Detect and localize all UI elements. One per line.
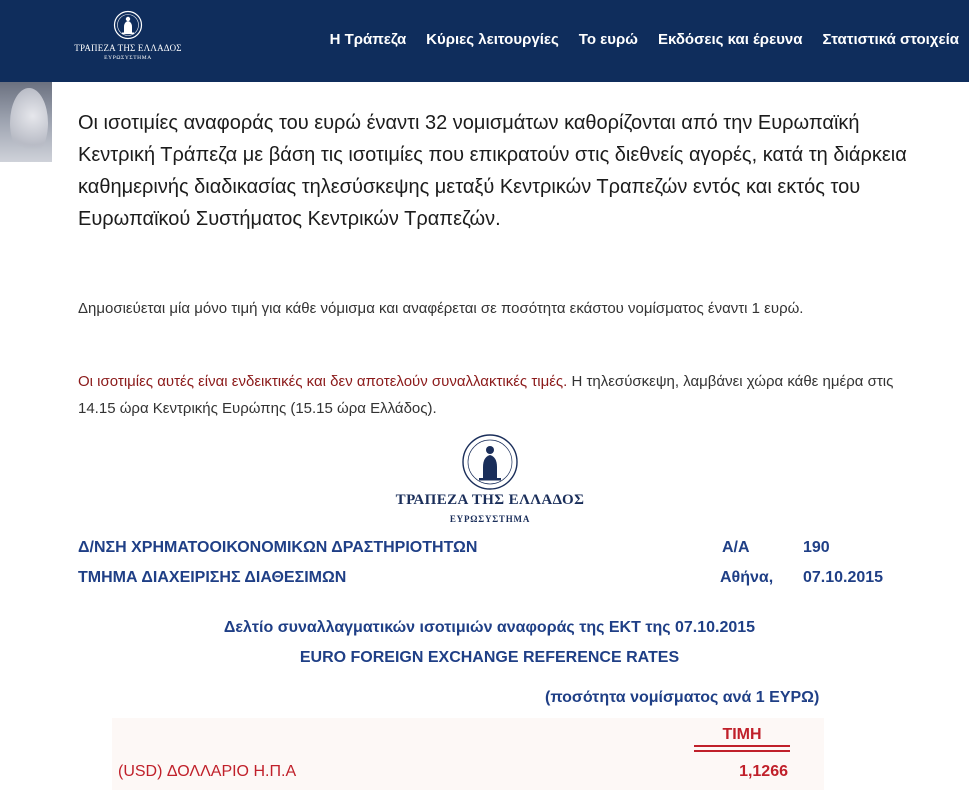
nav-item-statistics[interactable]: Στατιστικά στοιχεία [822, 31, 959, 48]
bulletin-title: Δελτίο συναλλαγματικών ισοτιμιών αναφοράς της ΕΚΤ της 07.10.2015 [223, 619, 756, 636]
lead-paragraph: Οι ισοτιμίες αναφοράς του ευρώ έναντι 32 νομισμάτων καθορίζονται από την Ευρωπαϊκή Κεντρική Τράπεζα με βάση τις ισοτιμίες που επικρατούν στις διεθνείς αγορές, κατά τη διάρκεια καθημερινής διαδικασίας τηλεσύσκεψης μεταξύ Κεντρικών Τραπεζών εντός και εκτός του Ευρωπαϊκού Συστήματος Κεντρικών Τραπεζών. [78, 112, 907, 230]
bulletin-subtitle: EURO FOREIGN EXCHANGE REFERENCE RATES [299, 649, 680, 666]
disclaimer-highlight: Οι ισοτιμίες αυτές είναι ενδεικτικές και δεν αποτελούν συναλλακτικές τιμές. [78, 373, 568, 390]
header-double-underline [694, 750, 790, 752]
nav-item-main-functions[interactable]: Κύριες λειτουργίες [426, 31, 559, 48]
info-paragraph: Δημοσιεύεται μία μόνο τιμή για κάθε νόμισμα και αναφέρεται σε ποσότητα εκάστου νομίσματος έναντι 1 ευρώ. [78, 300, 804, 317]
bank-seal-icon [113, 10, 143, 40]
bank-logo[interactable] [72, 10, 184, 72]
nav-item-bank[interactable]: Η Τράπεζα [329, 31, 407, 48]
rates-bulletin-image [0, 430, 969, 790]
document-seal-icon [457, 432, 523, 492]
logo-subtitle: ΕΥΡΩΣΥΣΤΗΜΑ [104, 55, 152, 61]
bulletin-date: 07.10.2015 [803, 569, 884, 586]
price-column-header: ΤΙΜΗ [722, 726, 762, 743]
header-underline [694, 745, 790, 747]
disclaimer-rest: Η τηλεσύσκεψη, λαμβάνει χώρα κάθε ημέρα στις 14.15 ώρα Κεντρικής Ευρώπης (15.15 ώρα Ελλάδος). [78, 373, 894, 417]
site-header [0, 0, 969, 82]
document-bank-name: ΤΡΑΠΕΖΑ ΤΗΣ ΕΛΛΑΔΟΣ [395, 492, 585, 508]
disclaimer-paragraph [78, 368, 928, 422]
nav-item-publications[interactable]: Εκδόσεις και έρευνα [657, 31, 803, 48]
section-label: ΤΜΗΜΑ ΔΙΑΧΕΙΡΙΣΗΣ ΔΙΑΘΕΣΙΜΩΝ [78, 569, 347, 586]
quantity-note: (ποσότητα νομίσματος ανά 1 ΕΥΡΩ) [545, 689, 820, 706]
serial-value: 190 [803, 539, 830, 556]
serial-label: Α/Α [722, 539, 750, 556]
logo-name: ΤΡΑΠΕΖΑ ΤΗΣ ΕΛΛΑΔΟΣ [74, 43, 182, 53]
table-row-rate: 1,1266 [739, 763, 788, 780]
main-nav [330, 31, 959, 48]
city-label: Αθήνα, [720, 569, 774, 586]
document-bank-subtitle: ΕΥΡΩΣΥΣΤΗΜΑ [449, 514, 531, 524]
department-label: Δ/ΝΣΗ ΧΡΗΜΑΤΟΟΙΚΟΝΟΜΙΚΩΝ ΔΡΑΣΤΗΡΙΟΤΗΤΩΝ [78, 539, 478, 556]
table-row-currency: (USD) ΔΟΛΛΑΡΙΟ Η.Π.Α [118, 763, 297, 780]
nav-item-euro[interactable]: Το ευρώ [578, 31, 638, 48]
partial-banner-image [0, 82, 52, 162]
